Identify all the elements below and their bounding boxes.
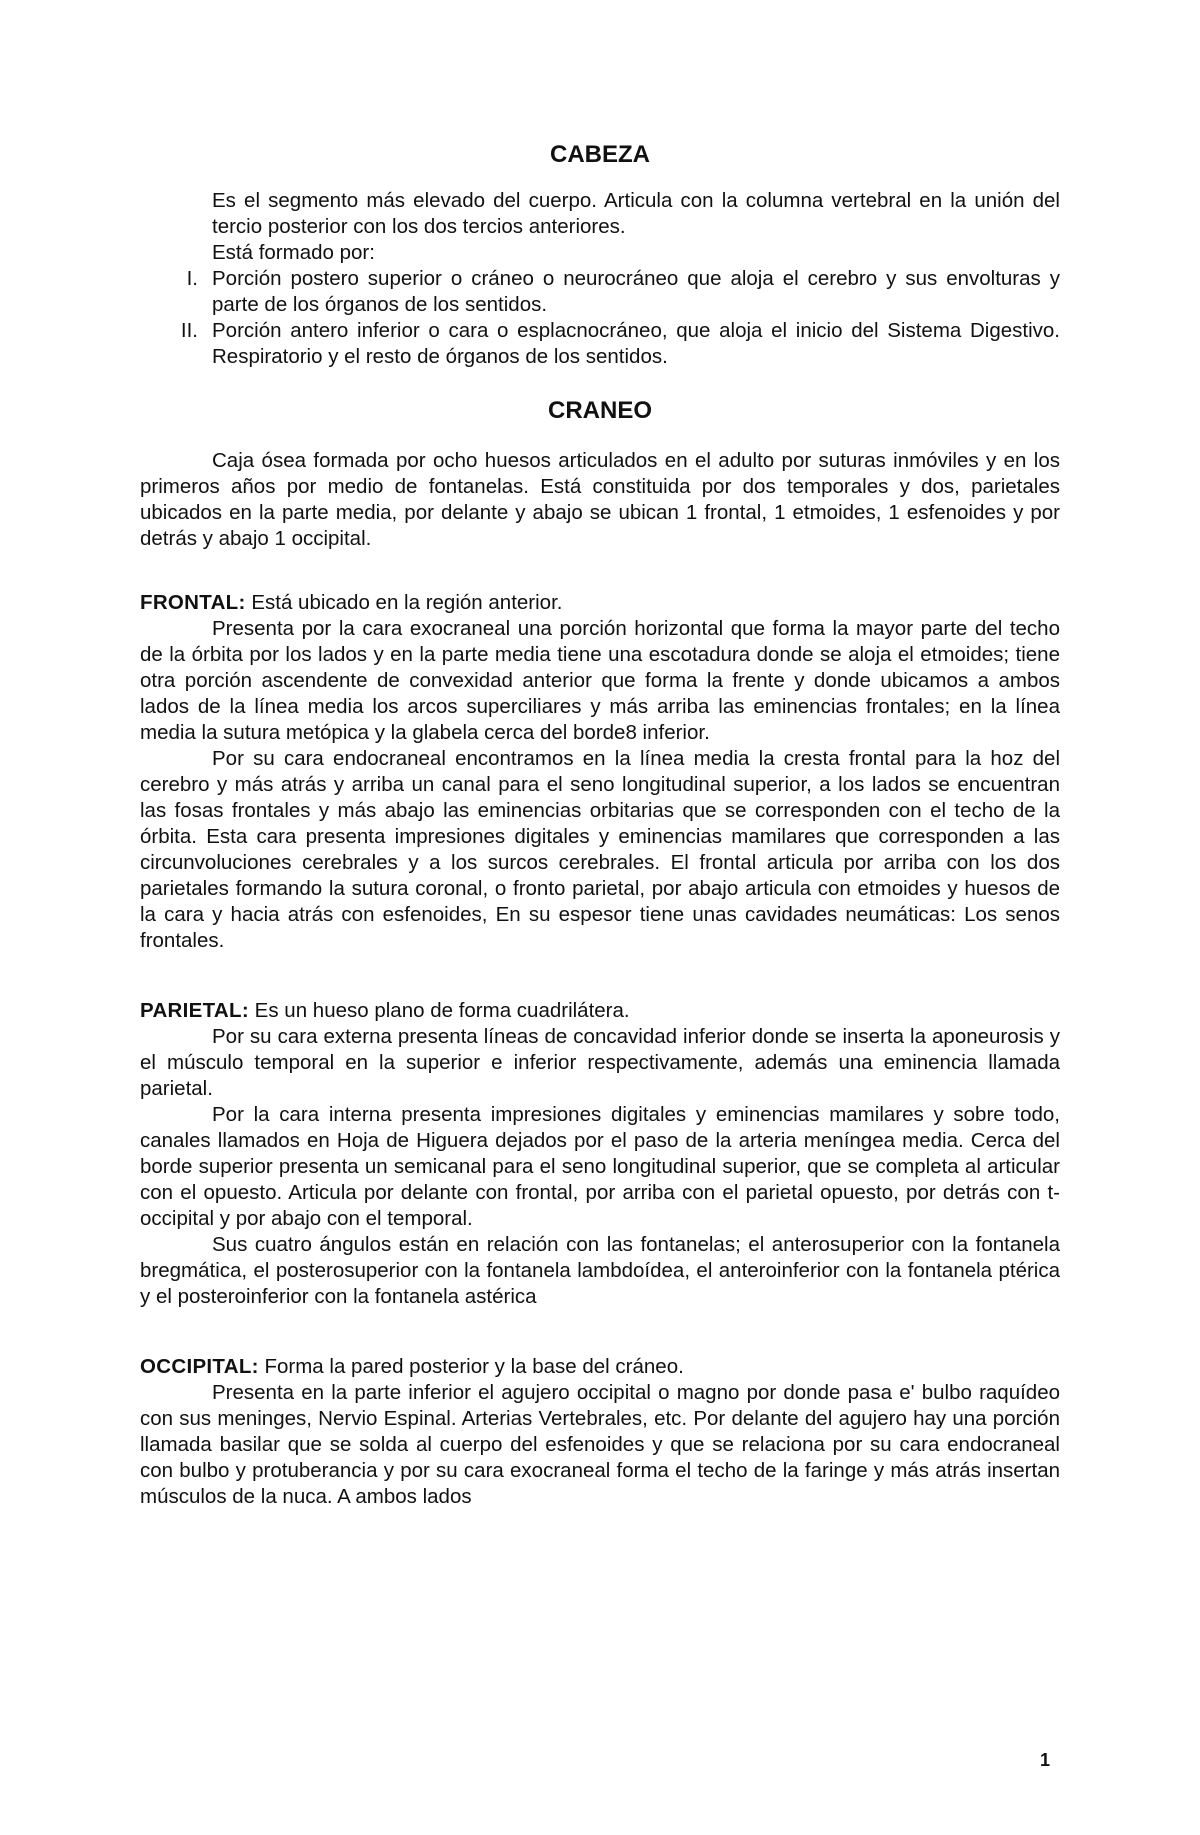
occipital-heading: OCCIPITAL:	[140, 1355, 259, 1378]
list-item	[140, 266, 1060, 318]
parietal-heading-line	[140, 998, 1060, 1024]
list-item	[140, 318, 1060, 370]
title-craneo: CRANEO	[547, 397, 652, 424]
frontal-paragraph-1: Presenta por la cara exocraneal una porción horizontal que forma la mayor parte del techo de la órbita por los lados y en la parte media tiene una escotadura donde se aloja el etmoides; tiene otra porción ascendente de convexidad anterior que forma la frente y donde ubicamos a ambos lados de la línea media los arcos superciliares y más arriba las eminencias frontales; en la línea media la sutura metópica y la glabela cerca del borde8 inferior.	[140, 617, 1060, 744]
parietal-heading: PARIETAL:	[140, 999, 249, 1022]
occipital-heading-line	[140, 1354, 1060, 1380]
page-number: 1	[1040, 1750, 1051, 1770]
section-occipital	[140, 1354, 1060, 1510]
frontal-heading: FRONTAL:	[140, 591, 246, 614]
frontal-lead: Está ubicado en la región anterior.	[245, 591, 563, 614]
list-item-text: Porción postero superior o cráneo o neurocráneo que aloja el cerebro y sus envolturas y parte de los órganos de los sentidos.	[212, 267, 1060, 316]
parietal-paragraph-1: Por su cara externa presenta líneas de concavidad inferior donde se inserta la aponeurosis y el músculo temporal en la superior e inferior respectivamente, además una eminencia llamada parietal.	[140, 1025, 1060, 1100]
cabeza-list	[140, 266, 1060, 370]
occipital-paragraph-1: Presenta en la parte inferior el agujero occipital o magno por donde pasa e' bulbo raquídeo con sus meninges, Nervio Espinal. Arterias Vertebrales, etc. Por delante del agujero hay una porción llamada basilar que se solda al cuerpo del esfenoides y que se relaciona por su cara endocraneal con bulbo y protuberancia y por su cara exocraneal forma el techo de la faringe y más atrás insertan músculos de la nuca. A ambos lados	[140, 1381, 1060, 1508]
title-cabeza: CABEZA	[550, 141, 650, 168]
list-item-text: Porción antero inferior o cara o esplacnocráneo, que aloja el inicio del Sistema Digestivo. Respiratorio y el resto de órganos de los sentidos.	[212, 319, 1060, 368]
parietal-lead: Es un hueso plano de forma cuadrilátera.	[248, 999, 630, 1022]
craneo-paragraph: Caja ósea formada por ocho huesos articulados en el adulto por suturas inmóviles y en los primeros años por medio de fontanelas. Está constituida por dos temporales y dos, parietales ubicados en la parte media, por delante y abajo se ubican 1 frontal, 1 etmoides, 1 esfenoides y por detrás y abajo 1 occipital.	[140, 449, 1060, 550]
page-content	[140, 140, 1060, 1510]
frontal-heading-line	[140, 590, 1060, 616]
parietal-paragraph-3: Sus cuatro ángulos están en relación con las fontanelas; el anterosuperior con la fontanela bregmática, el posterosuperior con la fontanela lambdoídea, el anteroinferior con la fontanela ptérica y el posteroinferior con la fontanela astérica	[140, 1233, 1060, 1308]
parietal-paragraph-2: Por la cara interna presenta impresiones digitales y eminencias mamilares y sobre todo, canales llamados en Hoja de Higuera dejados por el paso de la arteria meníngea media. Cerca del borde superior presenta un semicanal para el seno longitudinal superior, que se completa al articular con el opuesto. Articula por delante con frontal, por arriba con el parietal opuesto, por detrás con t-occipital y por abajo con el temporal.	[140, 1103, 1060, 1230]
cabeza-intro: Es el segmento más elevado del cuerpo. Articula con la columna vertebral en la unión del tercio posterior con los dos tercios anteriores.	[212, 189, 1060, 238]
occipital-lead: Forma la pared posterior y la base del cráneo.	[258, 1355, 684, 1378]
section-parietal	[140, 998, 1060, 1310]
cabeza-formed-by: Está formado por:	[212, 241, 375, 264]
list-item-number: I.	[186, 267, 198, 290]
list-item-number: II.	[180, 319, 198, 342]
frontal-paragraph-2: Por su cara endocraneal encontramos en la línea media la cresta frontal para la hoz del cerebro y más atrás y arriba un canal para el seno longitudinal superior, a los lados se encuentran las fosas frontales y más abajo las eminencias orbitarias que se corresponden con el techo de la órbita. Esta cara presenta impresiones digitales y eminencias mamilares que corresponden a las circunvoluciones cerebrales y a los surcos cerebrales. El frontal articula por arriba con los dos parietales formando la sutura coronal, o fronto parietal, por abajo articula con etmoides y huesos de la cara y hacia atrás con esfenoides, En su espesor tiene unas cavidades neumáticas: Los senos frontales.	[140, 747, 1060, 952]
section-frontal	[140, 590, 1060, 954]
